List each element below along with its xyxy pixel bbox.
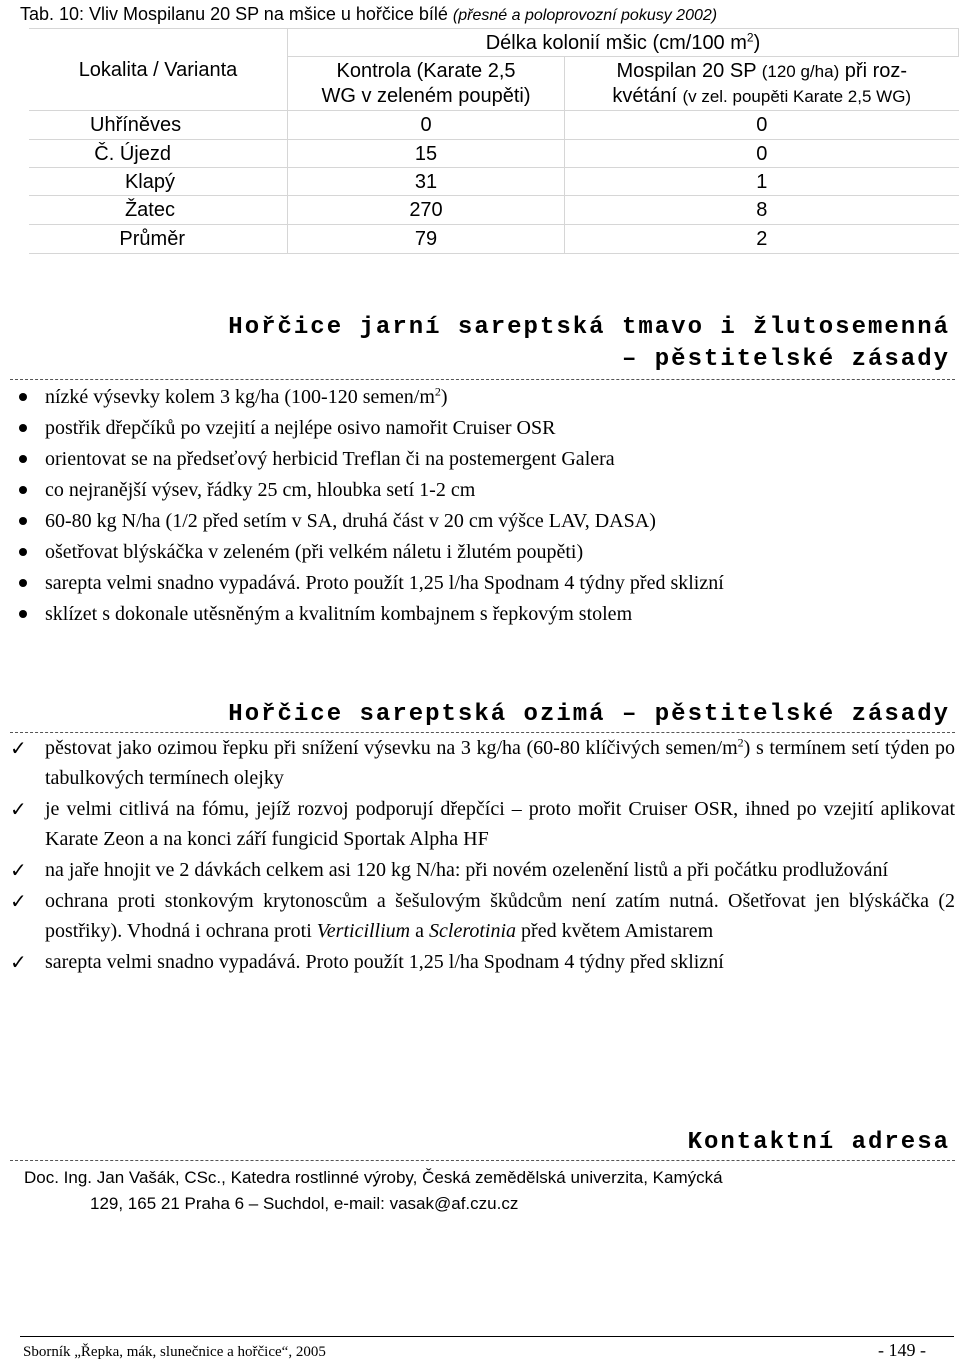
row-control: 31 [288, 168, 565, 196]
caption-main: Tab. 10: Vliv Mospilanu 20 SP na mšice u hořčice bílé [20, 4, 448, 24]
list-item: postřik dřepčíků po vzejití a nejlépe osivo namořit Cruiser OSR [10, 413, 955, 444]
row-location: Č. Újezd [29, 140, 288, 168]
col-header-treatment: Mospilan 20 SP (120 g/ha) při roz- kvétání (v zel. poupěti Karate 2,5 WG) [565, 57, 959, 111]
spring-list [10, 382, 955, 630]
bullet-icon [19, 579, 27, 587]
contact-divider [10, 1160, 955, 1161]
spring-divider [10, 379, 955, 380]
list-item: ✓ je velmi citlivá na fómu, jejíž rozvoj podporují dřepčíci – proto mořit Cruiser OSR, ihned po vzejití aplikovat Karate Zeon a na konci září fungicid Sportak Alpha HF [10, 794, 955, 854]
list-item: ✓ pěstovat jako ozimou řepku při snížení výsevku na 3 kg/ha (60-80 klíčivých semen/$m^2$) s termínem setí týden po tabulkových termínech olejky [10, 733, 955, 793]
list-item: nízké výsevky kolem 3 kg/ha (100-120 semen/$m^2$) [10, 382, 955, 413]
list-item: sklízet s dokonale utěsněným a kvalitním kombajnem s řepkovým stolem [10, 599, 955, 630]
contact-address [24, 1165, 954, 1217]
checkmark-icon: ✓ [10, 889, 27, 913]
list-item: co nejranější výsev, řádky 25 cm, hloubka setí 1-2 cm [10, 475, 955, 506]
row-location: Klapý [29, 168, 288, 196]
table-row [29, 168, 959, 196]
row-treatment: 8 [565, 196, 959, 225]
table-row [29, 225, 959, 254]
list-item: ✓ na jaře hnojit ve 2 dávkách celkem asi 120 kg N/ha: při novém ozelenění listů a při počátku prodlužování [10, 855, 955, 885]
checkmark-icon: ✓ [10, 797, 27, 821]
caption-note: (přesné a poloprovozní pokusy 2002) [452, 7, 718, 24]
bullet-icon [19, 455, 27, 463]
row-location: Žatec [29, 196, 288, 225]
list-item: sarepta velmi snadno vypadává. Proto použít 1,25 l/ha Spodnam 4 týdny před sklizní [10, 568, 955, 599]
winter-title: Hořčice sareptská ozimá – pěstitelské zásady [228, 701, 950, 728]
bullet-icon [19, 610, 27, 618]
row-treatment: 0 [565, 140, 959, 168]
footer-divider [20, 1336, 954, 1337]
list-item: ✓ ochrana proti stonkovým krytonoscům a šešulovým škůdcům není zatím nutná. Ošetřovat jen blýskáčka (2 postřiky). Vhodná i ochrana proti Verticillium a Sclerotinia před květem Amistarem [10, 886, 955, 946]
checkmark-icon: ✓ [10, 858, 27, 882]
contact-title: Kontaktní adresa [687, 1129, 950, 1156]
winter-list [10, 733, 955, 978]
footer-proceedings: Sborník „Řepka, mák, slunečnice a hořčice“, 2005 [23, 1344, 326, 1360]
list-item: 60-80 kg N/ha (1/2 před setím v SA, druhá část v 20 cm výšce LAV, DASA) [10, 506, 955, 537]
col-header-control: Kontrola (Karate 2,5 WG v zeleném poupěti) [288, 57, 565, 111]
list-item: ošetřovat blýskáčka v zeleném (při velkém náletu i žlutém poupěti) [10, 537, 955, 568]
col-header-location: Lokalita / Varianta [29, 29, 288, 111]
row-control: 0 [288, 111, 565, 140]
list-item: ✓ sarepta velmi snadno vypadává. Proto použít 1,25 l/ha Spodnam 4 týdny před sklizní [10, 947, 955, 977]
row-control: 15 [288, 140, 565, 168]
list-item: orientovat se na předseťový herbicid Treflan či na postemergent Galera [10, 444, 955, 475]
page-number: - 149 - [878, 1340, 926, 1360]
spring-title-line2: – pěstitelské zásady [621, 346, 950, 373]
contact-line-2: 129, 165 21 Praha 6 – Suchdol, e-mail: vasak@af.czu.cz [90, 1194, 519, 1213]
row-location: Uhříněves [29, 111, 288, 140]
checkmark-icon: ✓ [10, 950, 27, 974]
bullet-icon [19, 548, 27, 556]
bullet-icon [19, 486, 27, 494]
table-row [29, 111, 959, 140]
bullet-icon [19, 424, 27, 432]
bullet-icon [19, 393, 27, 401]
table-caption [20, 2, 950, 28]
spring-title-line1: Hořčice jarní sareptská tmavo i žlutosemenná [228, 314, 950, 341]
table-row [29, 140, 959, 168]
contact-line-1: Doc. Ing. Jan Vašák, CSc., Katedra rostlinné výroby, Česká zemědělská univerzita, Kamýcká [24, 1168, 723, 1187]
table-row [29, 196, 959, 225]
row-location: Průměr [29, 225, 288, 254]
aphid-table [29, 28, 959, 254]
row-control: 270 [288, 196, 565, 225]
col-header-group: Délka kolonií mšic (cm/100 $m^2$) [288, 29, 959, 57]
bullet-icon [19, 517, 27, 525]
row-treatment: 2 [565, 225, 959, 254]
row-treatment: 0 [565, 111, 959, 140]
row-control: 79 [288, 225, 565, 254]
checkmark-icon: ✓ [10, 736, 27, 760]
row-treatment: 1 [565, 168, 959, 196]
